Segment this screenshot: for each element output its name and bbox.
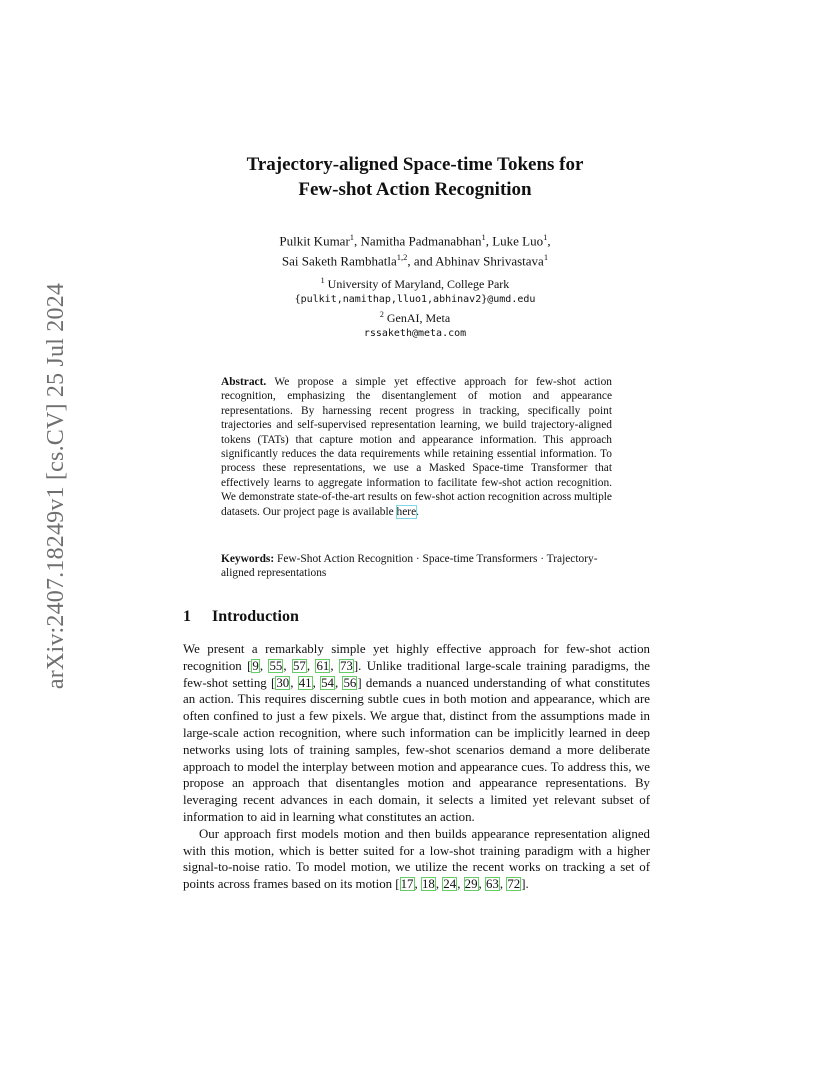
author-name: , Namitha Padmanabhan	[354, 233, 482, 249]
affiliation-2	[165, 307, 665, 326]
abstract-end: .	[416, 505, 420, 518]
affil-name: GenAI, Meta	[383, 311, 451, 325]
keywords	[221, 552, 612, 581]
keywords-text: Few-Shot Action Recognition · Space-time Transformers · Trajectory-aligned representations	[221, 553, 598, 580]
citation-link[interactable]: 63	[485, 877, 499, 892]
citation-link[interactable]: 55	[269, 658, 283, 673]
author-affil-mark: 1	[481, 232, 486, 242]
keywords-label: Keywords:	[221, 553, 275, 565]
author-name: , Luke Luo	[485, 233, 544, 249]
title-line-2: Few-shot Action Recognition	[298, 179, 532, 200]
author-line-2	[165, 249, 665, 269]
affiliation-1	[165, 273, 665, 292]
citation-link[interactable]: 30	[276, 675, 290, 690]
citation-link[interactable]: 61	[316, 658, 330, 673]
body-text: Our approach first models motion and then builds appearance representation aligned with this motion, which is better suited for a low-shot training paradigm with a higher signal-to-noise ratio. To model motion, we utilize the recent works on tracking a set of points across frames based on its motion [	[183, 826, 650, 892]
section-number: 1	[183, 608, 191, 625]
abstract	[221, 375, 612, 519]
arxiv-stamp-text: arXiv:2407.18249v1 [cs.CV] 25 Jul 2024	[42, 282, 69, 690]
author-name: Pulkit Kumar	[279, 233, 350, 249]
introduction-body	[183, 641, 650, 893]
abstract-text: We propose a simple yet effective approach for few-shot action recognition, emphasizing the disentanglement of motion and appearance representations. By harnessing recent progress in tracking, specifically point trajectories and self-supervised representation learning, we build trajectory-aligned tokens (TATs) that capture motion and appearance information. This approach significantly reduces the data requirements while retaining essential information. To process these representations, we use a Masked Space-time Transformer that effectively learns to aggregate information to facilitate few-shot action recognition. We demonstrate state-of-the-art results on few-shot action recognition across multiple datasets. Our project page is available	[221, 376, 612, 518]
citation-link[interactable]: 29	[464, 877, 478, 892]
title-line-1: Trajectory-aligned Space-time Tokens for	[246, 154, 584, 175]
affiliations	[165, 273, 665, 341]
citation-link[interactable]: 41	[298, 675, 312, 690]
affiliation-1-emails: {pulkit,namithap,lluo1,abhinav2}@umd.edu	[294, 294, 536, 305]
citation-link[interactable]: 57	[292, 658, 306, 673]
arxiv-identifier-stamp	[28, 282, 84, 690]
citation-link[interactable]: 18	[421, 877, 435, 892]
author-list	[165, 229, 665, 270]
abstract-label: Abstract.	[221, 376, 267, 388]
citation-link[interactable]: 56	[343, 675, 357, 690]
author-affil-mark: 1	[543, 252, 549, 263]
author-affil-mark: 1,2	[396, 252, 408, 263]
paragraph: We present a remarkably simple yet highly effective approach for few-shot action recognition [9, 55, 57, 61, 73]. Unlike traditional large-scale training paradigms, the few-shot setting [30, 41, 54, 56] demands a nuanced understanding of what constitutes an action. This requires discerning subtle cues in both motion and appearance, which are often confined to just a few pixels. We argue that, distinct from the assumptions made in large-scale action recognition, where such information can be implicitly learned in deep networks using lots of training samples, few-shot scenarios demand a more deliberate approach to model the interplay between motion and appearance cues. To address this, we propose an approach that disentangles motion and appearance representations. By leveraging recent advances in each domain, it selects a limited yet relevant subset of information to aid in learning what constitutes an action.	[183, 642, 651, 824]
affiliation-2-email: rssaketh@meta.com	[363, 328, 467, 339]
author-name: Sai Saketh Rambhatla	[281, 253, 397, 269]
citation-link[interactable]: 9	[252, 658, 259, 673]
body-text: We present a remarkably simple yet highly effective approach for few-shot action recognition [	[183, 642, 650, 673]
citation-link[interactable]: 72	[507, 877, 521, 892]
author-name: , and Abhinav Shrivastava	[407, 253, 544, 269]
citation-link[interactable]: 24	[443, 877, 457, 892]
citation-link[interactable]: 17	[400, 877, 414, 892]
author-separator: ,	[547, 233, 551, 249]
affil-mark: 1	[320, 276, 325, 285]
section-title: Introduction	[212, 608, 299, 625]
author-line-1	[165, 229, 665, 249]
citation-link[interactable]: 54	[321, 675, 334, 690]
affil-name: University of Maryland, College Park	[324, 277, 510, 291]
body-text: ].	[521, 877, 529, 892]
body-text: ] demands a nuanced understanding of what constitutes an action. This requires discerning subtle cues in both motion and appearance, which are often confined to just a few pixels. We argue that, distinct from the assumptions made in large-scale action recognition, where such information can be implicitly learned in deep networks using lots of training samples, few-shot scenarios demand a more deliberate approach to model the interplay between motion and appearance cues. To address this, we propose an approach that disentangles motion and appearance representations. By leveraging recent advances in each domain, it selects a limited yet relevant subset of information to aid in learning what constitutes an action.	[183, 675, 651, 824]
author-affil-mark: 1	[543, 232, 548, 242]
author-affil-mark: 1	[349, 232, 355, 242]
citation-link[interactable]: 73	[339, 658, 353, 673]
body-text: ]. Unlike traditional large-scale training paradigms, the few-shot setting [	[183, 658, 651, 690]
paper-title	[165, 152, 665, 202]
section-heading	[183, 607, 299, 627]
project-page-link[interactable]: here	[396, 505, 417, 518]
paragraph: Our approach first models motion and then builds appearance representation aligned with this motion, which is better suited for a low-shot training paradigm with a higher signal-to-noise ratio. To model motion, we utilize the recent works on tracking a set of points across frames based on its motion [17, 18, 24, 29, 63, 72].	[183, 826, 650, 892]
affil-mark: 2	[379, 310, 384, 319]
